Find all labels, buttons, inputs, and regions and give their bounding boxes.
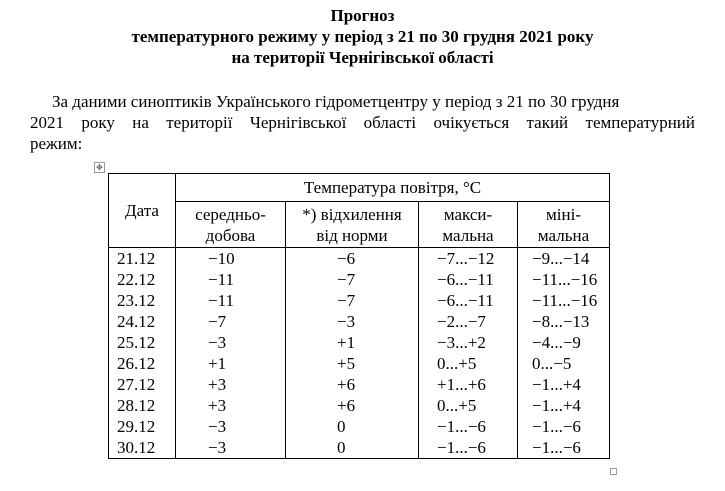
cell-daily-average: −11 [208, 291, 234, 310]
cell-maximum: −7...−12 [437, 249, 495, 268]
cell-daily-average: −10 [208, 249, 235, 268]
temperature-forecast-table [108, 173, 610, 459]
cell-minimum: −1...−6 [532, 417, 581, 436]
cell-daily-average: +1 [208, 354, 227, 373]
header-daily-average-line1: середньо- [195, 204, 266, 224]
header-temperature-group: Температура повітря, °С [176, 174, 610, 202]
cell-maximum: 0...+5 [437, 354, 477, 373]
cell-date: 23.12 [117, 291, 156, 310]
column-minimum [518, 248, 610, 459]
cell-minimum: −9...−14 [532, 249, 590, 268]
cell-date: 29.12 [117, 417, 156, 436]
cell-maximum: −1...−6 [437, 417, 486, 436]
cell-maximum: 0...+5 [437, 396, 477, 415]
header-deviation-line1: *) відхилення [302, 204, 402, 224]
cell-daily-average: −3 [208, 333, 227, 352]
cell-minimum: 0...−5 [532, 354, 572, 373]
document-subtitle: температурного режиму у період з 21 по 30 грудня 2021 року [131, 27, 594, 46]
cell-date: 30.12 [117, 438, 156, 457]
intro-line-3: режим: [30, 134, 83, 153]
intro-line-1: За даними синоптиків Українського гідрометцентру у період з 21 по 30 грудня [52, 92, 620, 111]
cell-daily-average: +3 [208, 396, 227, 415]
cell-maximum: −6...−11 [437, 270, 494, 289]
cell-deviation: −7 [337, 291, 356, 310]
intro-line-2: 2021 року на території Чернігівської області очікується такий температурний [30, 113, 695, 132]
cell-date: 21.12 [117, 249, 156, 268]
column-deviation [286, 248, 419, 459]
move-handle-icon[interactable]: ✥ [94, 162, 105, 173]
cell-deviation: −6 [337, 249, 356, 268]
cell-maximum: −2...−7 [437, 312, 486, 331]
document-title: Прогноз [330, 6, 395, 25]
header-deviation-line2: від норми [316, 225, 388, 245]
header-date: Дата [109, 174, 176, 248]
cell-deviation: +6 [337, 396, 356, 415]
cell-deviation: −7 [337, 270, 356, 289]
cell-date: 25.12 [117, 333, 156, 352]
cell-deviation: +1 [337, 333, 356, 352]
cell-minimum: −1...+4 [532, 375, 581, 394]
header-maximum [419, 202, 518, 248]
cell-maximum: −3...+2 [437, 333, 486, 352]
cell-maximum: +1...+6 [437, 375, 486, 394]
cell-minimum: −1...+4 [532, 396, 581, 415]
cell-minimum: −11...−16 [532, 291, 598, 310]
column-daily-average [176, 248, 286, 459]
header-maximum-line2: мальна [442, 225, 494, 245]
header-maximum-line1: макси- [443, 204, 493, 224]
cell-minimum: −8...−13 [532, 312, 590, 331]
header-deviation [286, 202, 419, 248]
cell-date: 24.12 [117, 312, 156, 331]
cell-maximum: −1...−6 [437, 438, 486, 457]
cell-minimum: −11...−16 [532, 270, 598, 289]
cell-daily-average: −3 [208, 438, 227, 457]
cell-daily-average: +3 [208, 375, 227, 394]
header-minimum-line2: мальна [537, 225, 590, 245]
header-minimum-line1: міні- [546, 204, 581, 224]
document-subtitle-region: на території Чернігівської області [231, 48, 494, 67]
table-resize-handle[interactable] [610, 468, 617, 475]
cell-date: 27.12 [117, 375, 156, 394]
column-maximum [419, 248, 518, 459]
header-minimum [518, 202, 610, 248]
cell-date: 26.12 [117, 354, 156, 373]
cell-minimum: −4...−9 [532, 333, 581, 352]
cell-date: 22.12 [117, 270, 156, 289]
cell-minimum: −1...−6 [532, 438, 581, 457]
cell-date: 28.12 [117, 396, 156, 415]
cell-daily-average: −11 [208, 270, 234, 289]
cell-deviation: 0 [337, 417, 346, 436]
cell-deviation: +5 [337, 354, 356, 373]
header-daily-average-line2: добова [205, 225, 256, 245]
column-dates [109, 248, 176, 459]
header-daily-average [176, 202, 286, 248]
cell-deviation: +6 [337, 375, 356, 394]
cell-deviation: −3 [337, 312, 356, 331]
cell-daily-average: −3 [208, 417, 227, 436]
cell-maximum: −6...−11 [437, 291, 494, 310]
cell-deviation: 0 [337, 438, 346, 457]
cell-daily-average: −7 [208, 312, 227, 331]
